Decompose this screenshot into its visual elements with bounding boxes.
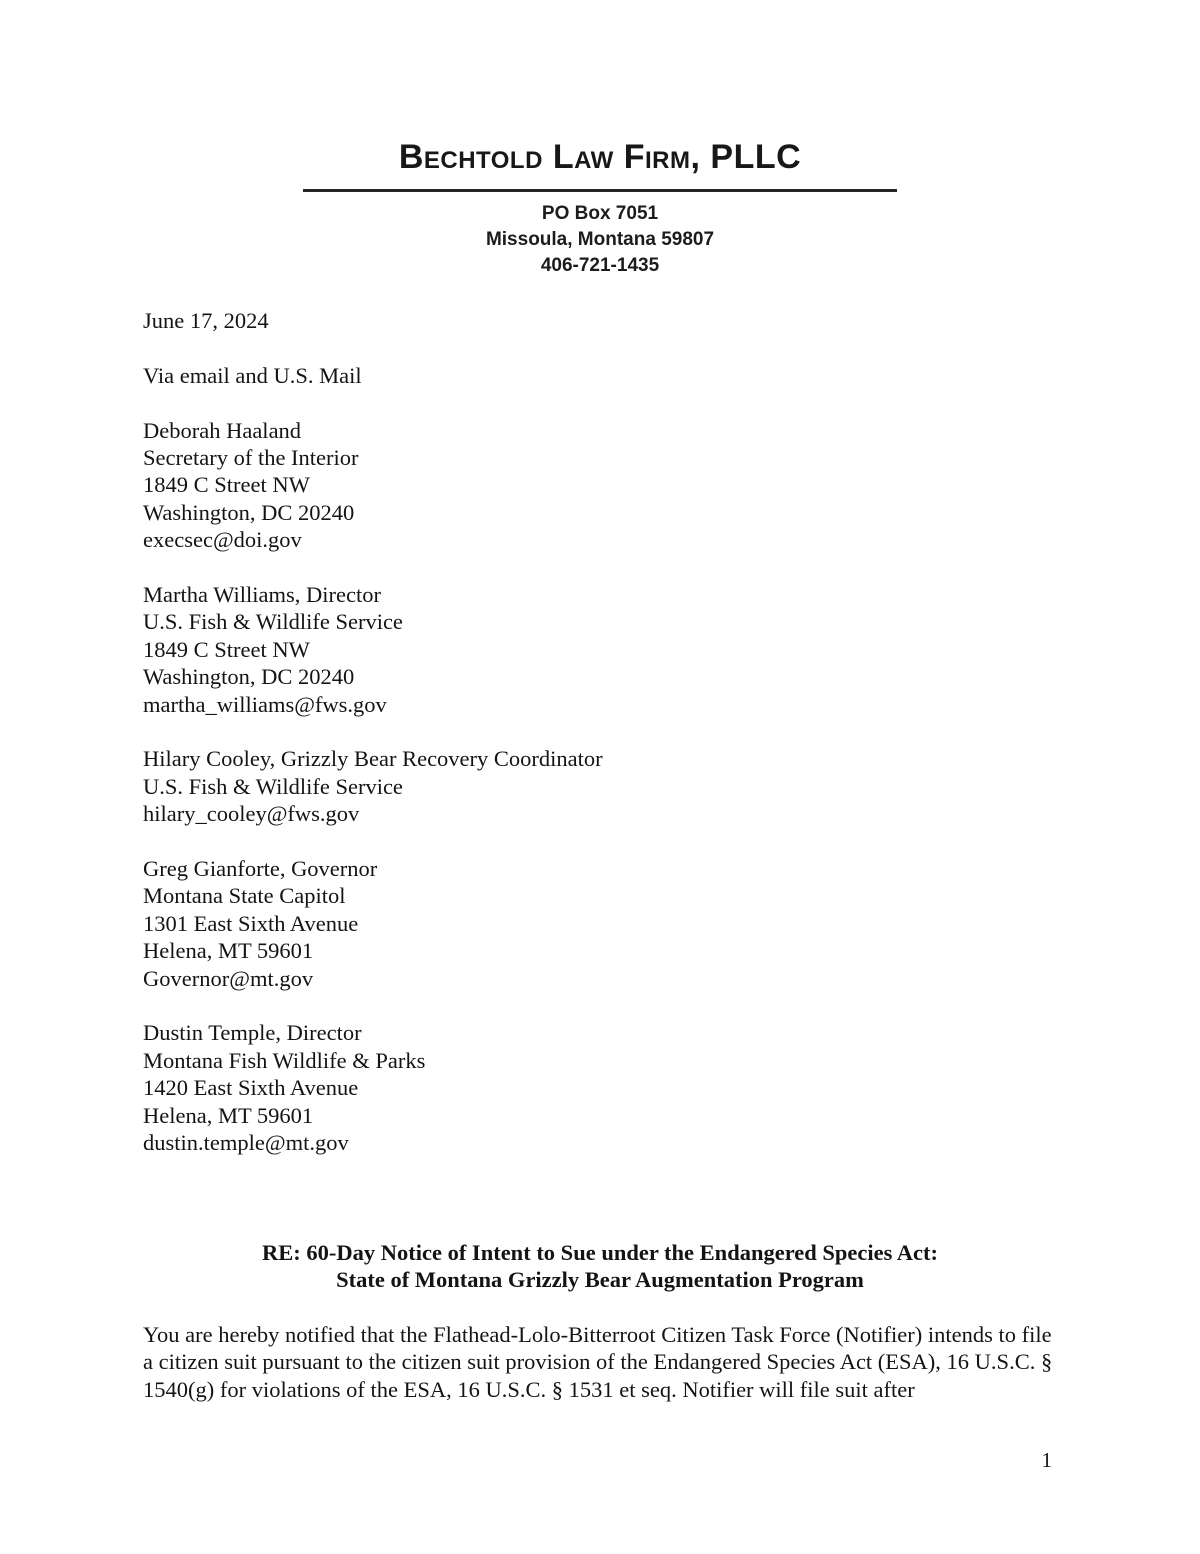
recipient-line: Hilary Cooley, Grizzly Bear Recovery Coordinator	[143, 746, 603, 772]
letterhead-city-state-zip: Missoula, Montana 59807	[485, 229, 715, 250]
recipient-line: Deborah Haaland	[143, 417, 302, 443]
opening-paragraph: You are hereby notified that the Flathead-Lolo-Bitterroot Citizen Task Force (Notifier) intends to file a citizen suit pursuant to the citizen suit provision of the Endangered Species Act (ESA), 16 U.S.C. § 1540(g) for violations of the ESA, 16 U.S.C. § 1531 et seq. Notifier will file suit after	[143, 1321, 1053, 1402]
recipient-block-gianforte	[143, 855, 1057, 992]
recipient-line: 1301 East Sixth Avenue	[143, 910, 359, 936]
recipient-line: 1849 C Street NW	[143, 472, 310, 498]
recipient-line: 1849 C Street NW	[143, 636, 310, 662]
recipient-line: Secretary of the Interior	[143, 445, 359, 470]
recipient-line: Greg Gianforte, Governor	[143, 856, 378, 882]
recipient-block-cooley	[143, 745, 1057, 827]
delivery-method: Via email and U.S. Mail	[143, 362, 362, 388]
recipient-email: dustin.temple@mt.gov	[143, 1130, 349, 1156]
recipient-line: Helena, MT 59601	[143, 938, 314, 964]
recipient-email: hilary_cooley@fws.gov	[143, 801, 360, 827]
recipient-email: execsec@doi.gov	[143, 527, 302, 553]
letter-body	[143, 307, 1057, 1403]
recipient-line: 1420 East Sixth Avenue	[143, 1075, 359, 1101]
recipient-block-haaland	[143, 417, 1057, 554]
firm-name: Bechtold Law Firm, PLLC	[398, 138, 802, 176]
letterhead	[0, 0, 1200, 279]
letterhead-divider	[303, 189, 897, 192]
letter-date: June 17, 2024	[143, 308, 269, 333]
subject-line	[143, 1239, 1057, 1294]
recipient-line: U.S. Fish & Wildlife Service	[143, 609, 403, 635]
page-number: 1	[1041, 1448, 1052, 1472]
recipient-line: Martha Williams, Director	[143, 582, 381, 608]
recipient-line: Washington, DC 20240	[143, 499, 355, 525]
letterhead-po-box: PO Box 7051	[541, 203, 659, 224]
recipient-block-temple	[143, 1019, 1057, 1156]
recipient-email: Governor@mt.gov	[143, 965, 314, 991]
recipient-line: Montana Fish Wildlife & Parks	[143, 1047, 426, 1073]
recipient-email: martha_williams@fws.gov	[143, 691, 387, 717]
recipient-line: Dustin Temple, Director	[143, 1020, 362, 1046]
subject-line-1: RE: 60-Day Notice of Intent to Sue under the Endangered Species Act:	[261, 1239, 939, 1265]
recipient-line: Montana State Capitol	[143, 883, 346, 909]
recipient-line: Helena, MT 59601	[143, 1102, 314, 1128]
recipient-line: U.S. Fish & Wildlife Service	[143, 773, 403, 799]
letterhead-contact	[0, 201, 1200, 279]
letterhead-phone: 406-721-1435	[540, 255, 660, 276]
recipient-block-williams	[143, 581, 1057, 718]
recipient-line: Washington, DC 20240	[143, 664, 355, 690]
subject-line-2: State of Montana Grizzly Bear Augmentation Program	[336, 1266, 864, 1292]
